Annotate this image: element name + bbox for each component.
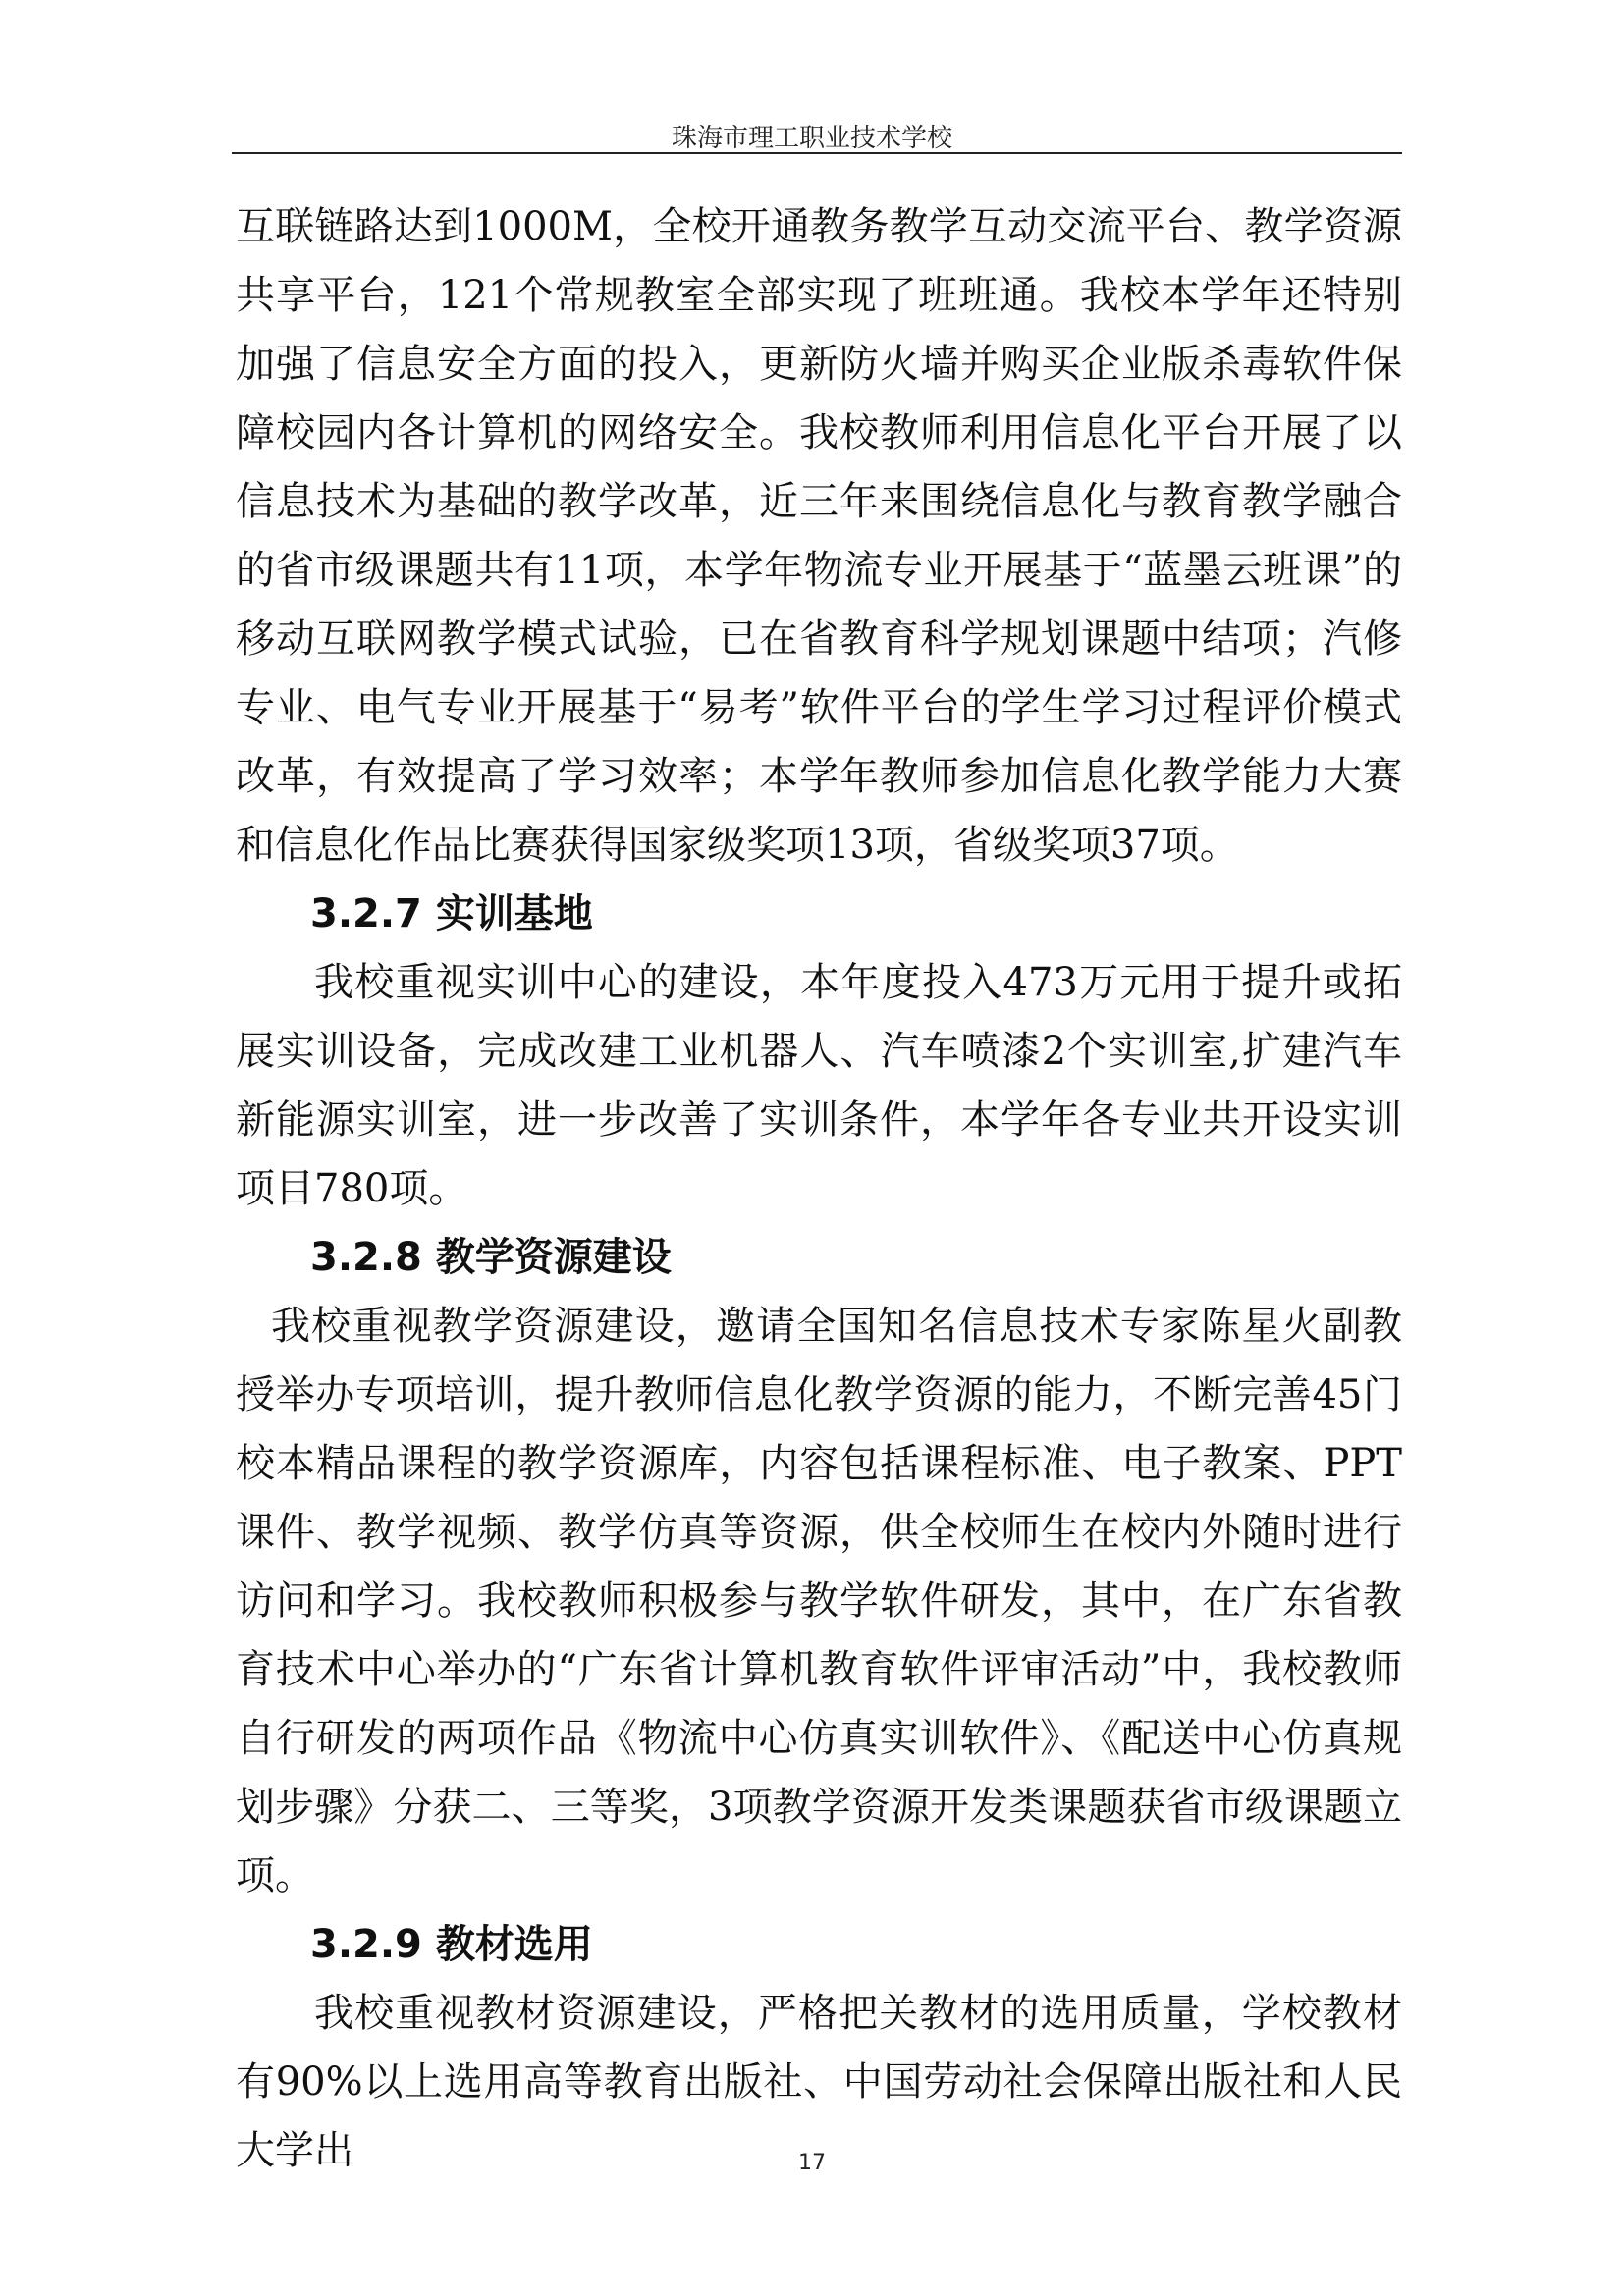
page-number: 17 [798, 2151, 826, 2175]
section-heading-3-2-9: 3.2.9 教材选用 [310, 1922, 593, 1967]
page-header-title: 珠海市理工职业技术学校 [671, 124, 952, 153]
paragraph-teaching-resources: 我校重视教学资源建设，邀请全国知名信息技术专家陈星火副教授举办专项培训，提升教师信息化教学资源的能力，不断完善45门校本精品课程的教学资源库，内容包括课程标准、电子教案、PPT课件、教学视频、教学仿真等资源，供全校师生在校内外随时进行访问和学习。我校教师积极参与教学软件研发，其中，在广东省教育技术中心举办的“广东省计算机教育软件评审活动”中，我校教师自行研发的两项作品《物流中心仿真实训软件》、《配送中心仿真规划步骤》分获二、三等奖，3项教学资源开发类课题获省市级课题立项。 [236, 1304, 1402, 1898]
header-divider [232, 152, 1402, 154]
paragraph-textbook-selection: 我校重视教材资源建设，严格把关教材的选用质量，学校教材有90%以上选用高等教育出版社、中国劳动社会保障出版社和人民大学出 [236, 1991, 1402, 2173]
paragraph-training-base: 我校重视实训中心的建设，本年度投入473万元用于提升或拓展实训设备，完成改建工业机器人、汽车喷漆2个实训室,扩建汽车新能源实训室，进一步改善了实训条件，本学年各专业共开设实训项目780项。 [236, 960, 1402, 1211]
section-heading-3-2-7: 3.2.7 实训基地 [310, 891, 593, 936]
section-heading-3-2-8: 3.2.8 教学资源建设 [310, 1235, 672, 1280]
paragraph-network-infrastructure: 互联链路达到1000M，全校开通教务教学互动交流平台、教学资源共享平台，121个常规教室全部实现了班班通。我校本学年还特别加强了信息安全方面的投入，更新防火墙并购买企业版杀毒软件保障校园内各计算机的网络安全。我校教师利用信息化平台开展了以信息技术为基础的教学改革，近三年来围绕信息化与教育教学融合的省市级课题共有11项，本学年物流专业开展基于“蓝墨云班课”的移动互联网教学模式试验，已在省教育科学规划课题中结项；汽修专业、电气专业开展基于“易考”软件平台的学生学习过程评价模式改革，有效提高了学习效率；本学年教师参加信息化教学能力大赛和信息化作品比赛获得国家级奖项13项，省级奖项37项。 [236, 204, 1402, 868]
document-body [236, 192, 1402, 2185]
